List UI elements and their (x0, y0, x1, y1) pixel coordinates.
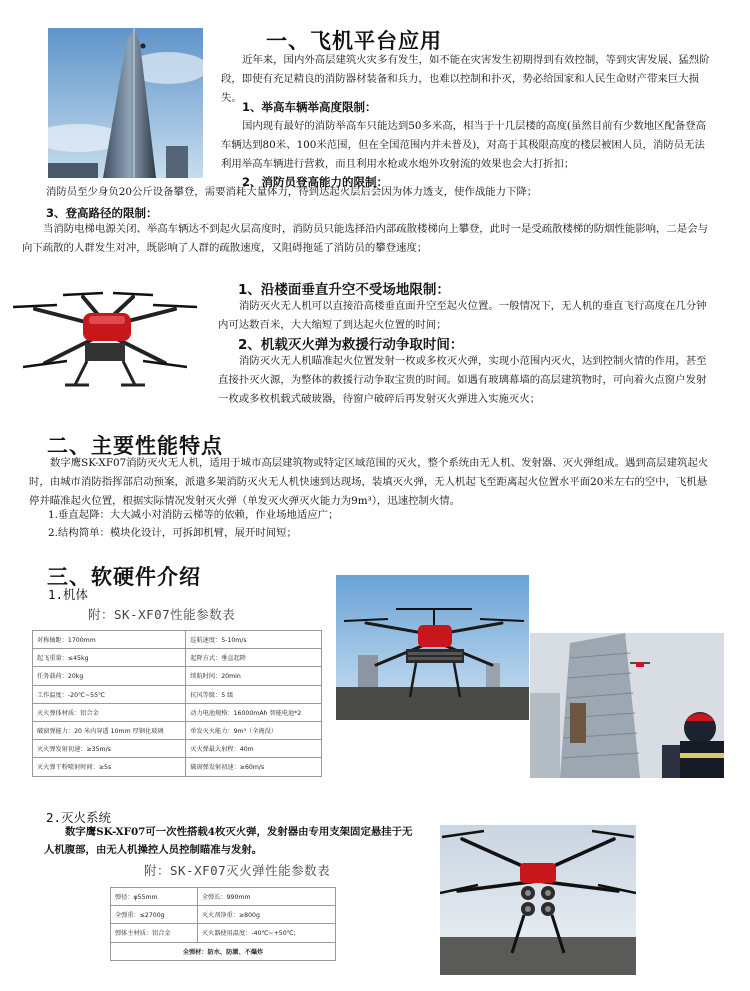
table-row (33, 649, 322, 667)
table-cell: 弹径：φ55mm (111, 888, 198, 906)
table-cell: 破窗弹能力：20 米内穿透 10mm 厚钢化玻璃 (33, 721, 186, 739)
table-row (111, 924, 336, 942)
table-cell: 灭火剂净重：≥800g (197, 906, 335, 924)
table-cell: 任务载荷：20kg (33, 667, 186, 685)
fire-system-text: 数字鹰SK-XF07可一次性搭载4枚灭火弹，发射器由专用支架固定悬挂于无人机腹部，由无人机操控人员控制瞄准与发射。 (44, 826, 413, 856)
table-cell: 灭火弹发射初速：≥35m/s (33, 740, 186, 758)
limit1-heading: 1、举高车辆举高度限制： (242, 100, 377, 114)
table-cell: 破窗弹发射初速：≥60m/s (186, 758, 322, 776)
skyscraper-photo (48, 28, 203, 178)
table-cell: 全弹长：990mm (197, 888, 335, 906)
table-cell: 抗风等级：5 级 (186, 685, 322, 703)
section3-title: 三、软硬件介绍 (47, 565, 201, 589)
drone-spec-table (32, 630, 322, 777)
table-cell: 对称轴距：1700mm (33, 631, 186, 649)
fire-bomb-spec-table (110, 887, 336, 961)
limit3-heading: 3、登高路径的限制： (46, 206, 158, 220)
table2-footer: 全弹材：防水、防潮、不爆炸 (111, 942, 336, 960)
table-cell: 起飞重量：≤45kg (33, 649, 186, 667)
section2-title: 二、主要性能特点 (47, 434, 223, 458)
limit2-text: 消防员至少身负20公斤设备攀登，需要消耗大量体力，待到达起火层后会因为体力透支，使作战能力下降； (46, 186, 538, 198)
advantage2-heading: 2、机载灭火弹为救援行动争取时间： (238, 337, 464, 353)
advantage1-text: 消防灭火无人机可以直接沿高楼垂直面升空至起火位置。一般情况下，无人机的垂直飞行高度在几分钟内可达数百米，大大缩短了到达起火位置的时间； (218, 300, 707, 331)
section1-intro: 近年来，国内外高层建筑火灾多有发生，如不能在灾害发生初期得到有效控制，等到灾害发展、猛烈阶段，即使有充足精良的消防器材装备和兵力，也难以控制和扑灭，势必给国家和人民生命财产带来巨大损失。 (221, 54, 710, 104)
table-row (33, 631, 322, 649)
fire-system-heading: 2.灭火系统 (46, 810, 112, 825)
table-cell: 续航时间：20min (186, 667, 322, 685)
table-cell: 灭火弹体材质：铝合金 (33, 703, 186, 721)
table-cell: 灭火弹最大射程：40m (186, 740, 322, 758)
table-cell: 巡航速度：5-10m/s (186, 631, 322, 649)
table-cell: 起降方式：垂直起降 (186, 649, 322, 667)
limit3-text: 当消防电梯电源关闭、举高车辆达不到起火层高度时，消防员只能选择沿内部疏散楼梯向上攀登，此时一是受疏散楼梯的防烟性能影响，二是会与向下疏散的人群发生对冲，既影响了人群的疏散速度，又阻碍拖延了消防员的攀登速度； (22, 223, 708, 254)
drone-illustration (5, 285, 205, 395)
advantage1-heading: 1、沿楼面垂直升空不受场地限制： (238, 282, 450, 298)
table1-caption: 附：SK-XF07性能参数表 (88, 607, 236, 622)
table-row (33, 721, 322, 739)
table-row (33, 703, 322, 721)
firefighter-building-photo (530, 633, 724, 778)
drone-field-photo (336, 575, 529, 720)
feature-point-1: 1.垂直起降：大大减小对消防云梯等的依赖，作业场地适应广； (48, 509, 339, 521)
table-row (33, 758, 322, 776)
feature-point-2: 2.结构简单：模块化设计，可拆卸机臂，展开时间短； (48, 527, 297, 539)
table-cell: 工作温度：-20℃~55℃ (33, 685, 186, 703)
section1-title: 一、飞机平台应用 (266, 29, 442, 53)
table-row (111, 906, 336, 924)
table-row (33, 740, 322, 758)
table-cell: 单发灭火能力：9m³（全淹没） (186, 721, 322, 739)
table-cell: 全弹重：≤2700g (111, 906, 198, 924)
section2-intro: 数字鹰SK-XF07消防灭火无人机，适用于城市高层建筑物或特定区域范围的灭火，整个系统由无人机、发射器、灭火弹组成。遇到高层建筑起火时，由城市消防指挥部启动预案，派遣多架消防灭火无人机快速到达现场，装填灭火弹，无人机起飞至距离起火位置水平面20米左右的空中，飞机悬停并瞄准起火位置，根据实际情况发射灭火弹（单发灭火弹灭火能力为9m³），迅速控制火情。 (29, 457, 709, 507)
table-row (33, 685, 322, 703)
limit2-heading: 2、消防员登高能力的限制： (242, 175, 389, 189)
table-row (33, 667, 322, 685)
limit1-text: 国内现有最好的消防举高车只能达到50多米高，相当于十几层楼的高度(虽然目前有少数地区配备登高车辆达到80米、100米范围，但在全国范围内并未普及)，对高于其极限高度的楼层被困人员，消防员无法利用举高车辆进行营救，而且利用水枪或水炮外攻射流的效果也会大打折扣； (221, 120, 707, 170)
table-cell: 弹体主材质：铝合金 (111, 924, 198, 942)
table-row (111, 888, 336, 906)
table-cell: 灭火弹干粉喷射时间：≥5s (33, 758, 186, 776)
body-heading: 1.机体 (48, 587, 89, 602)
table-cell: 灭火器使用温度：-40℃~+50℃; (197, 924, 335, 942)
table2-caption: 附：SK-XF07灭火弹性能参数表 (144, 863, 331, 878)
drone-launcher-photo (440, 825, 636, 975)
advantage2-text: 消防灭火无人机瞄准起火位置发射一枚或多枚灭火弹，实现小范围内灭火，达到控制火情的作用，甚至直接扑灭火源，为整体的救援行动争取宝贵的时间。如遇有玻璃幕墙的高层建筑物时，可向着火点窗户发射一枚或多枚机载式破玻器，待窗户破碎后再发射灭火弹进入实施灭火； (218, 355, 707, 405)
table-cell: 动力电池规格：16000mAh 智能电池*2 (186, 703, 322, 721)
